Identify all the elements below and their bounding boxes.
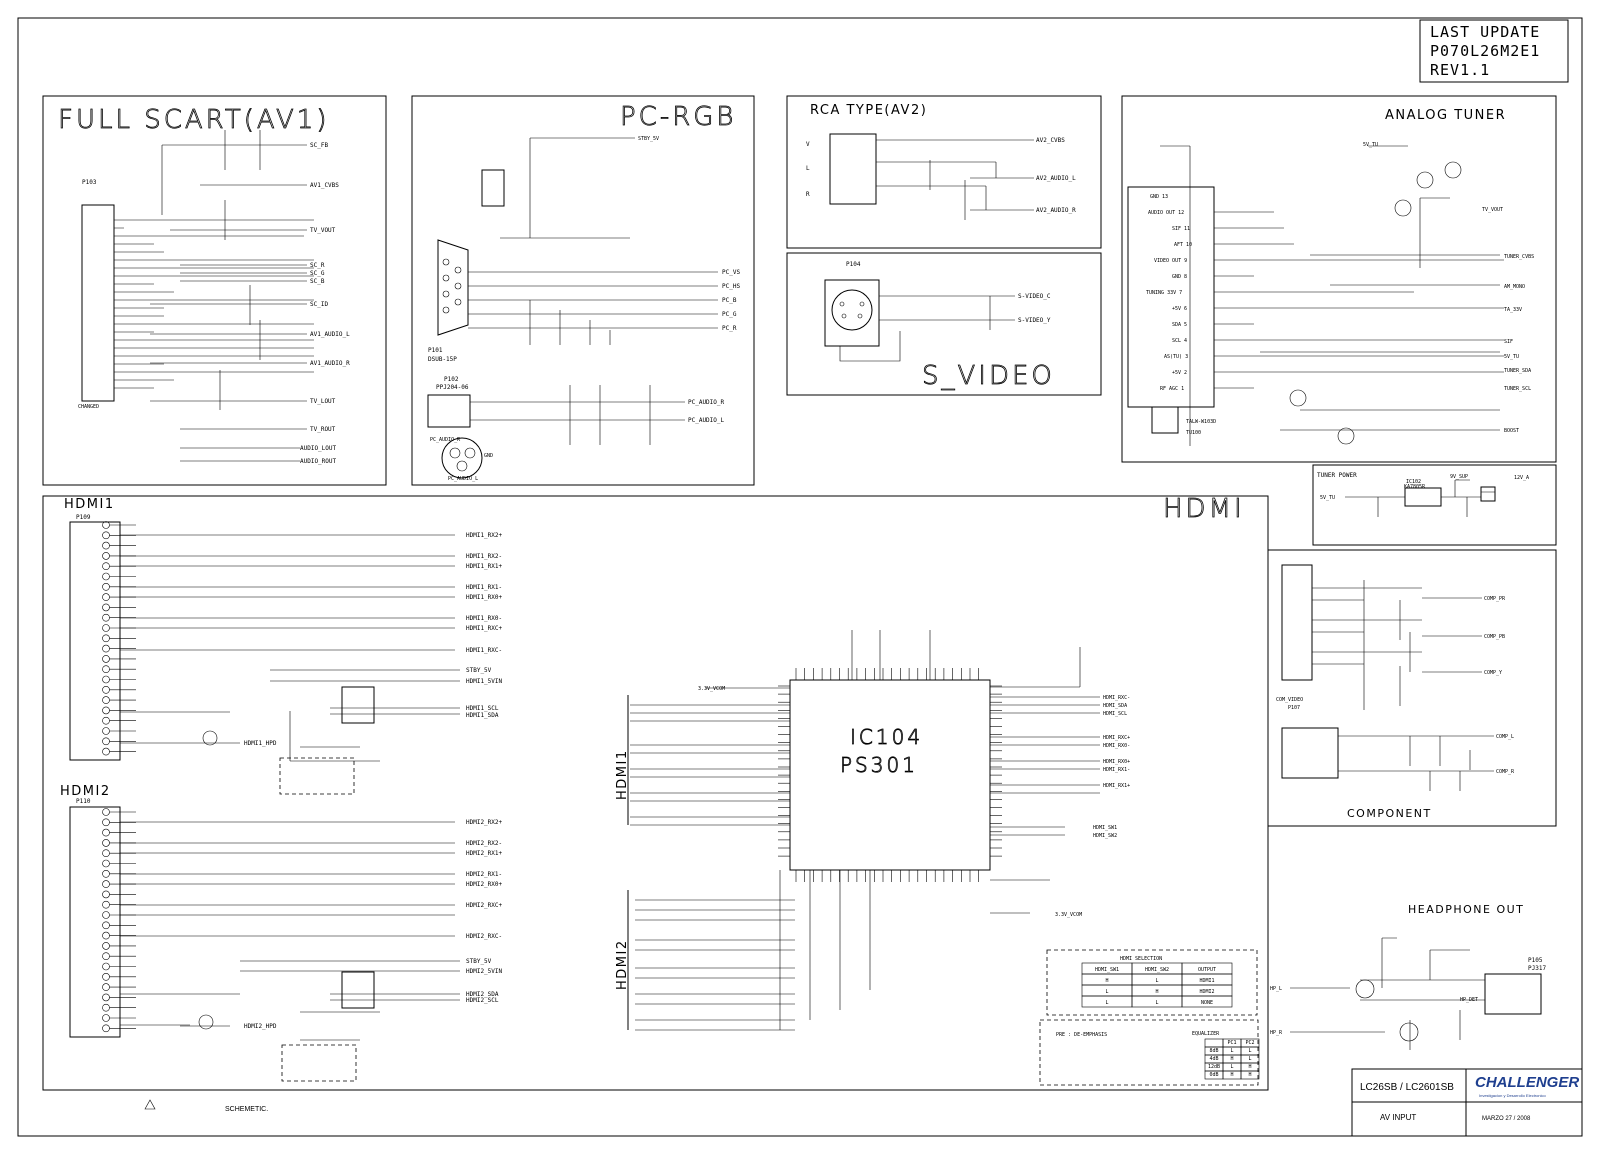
hdmi1-pin xyxy=(103,676,110,683)
tuner-pin-4: VIDEO OUT 9 xyxy=(1154,258,1188,264)
hdmi2-connector xyxy=(70,807,120,1037)
dsub-name: DSUB-15P xyxy=(428,356,457,363)
hdmi2-signal-2: HDMI2_RX1+ xyxy=(466,850,503,857)
tuner-power-title: TUNER POWER xyxy=(1317,472,1357,479)
hdmi-out-0: HDMI_RXC- xyxy=(1103,695,1131,701)
revision-box xyxy=(1420,20,1568,82)
hdmi2-pin xyxy=(103,942,110,949)
eq-cell-text: 4dB xyxy=(1209,1056,1219,1062)
hdmi-sel-cell-text: L xyxy=(1105,989,1109,995)
hdmi2-pin xyxy=(103,922,110,929)
tuner-signal-5v-tu: 5V_TU xyxy=(1504,354,1520,360)
scart-signal-10: TV_ROUT xyxy=(310,426,336,433)
component-jack-name: COM_VIDEO xyxy=(1276,697,1304,703)
eq-cell-text: L xyxy=(1248,1056,1252,1062)
headphone-signal-r: HP_R xyxy=(1270,1030,1283,1036)
hdmi-sel-cell-text: H xyxy=(1155,989,1159,995)
hdmi1-pin xyxy=(103,738,110,745)
scart-connector-ref: P103 xyxy=(82,179,97,186)
eq-cell-text: L xyxy=(1230,1048,1234,1054)
hdmi-sel-cell-text: L xyxy=(1155,1000,1159,1006)
hdmi1-pin xyxy=(103,686,110,693)
headphone-jack xyxy=(1485,974,1541,1014)
hdmi2-signal-3: HDMI2_RX1- xyxy=(466,871,503,878)
tuner-ref: TU100 xyxy=(1186,430,1202,436)
component-jack-ref: P107 xyxy=(1288,705,1301,711)
hdmi1-pin xyxy=(103,532,110,539)
hdmi-sel-cell-text: HDMI2 xyxy=(1199,989,1215,995)
hdmi1-signal-12: HDMI1_HPD xyxy=(244,740,277,747)
hdmi2-signal-6: HDMI2_RXC- xyxy=(466,933,503,940)
hdmi2-signal-11: HDMI2_HPD xyxy=(244,1023,277,1030)
hdmi1-pin xyxy=(103,655,110,662)
brand-tagline: Investigacion y Desarrollo Electronico xyxy=(1479,1093,1546,1098)
pcrgb-stby-label: STBY_5V xyxy=(638,136,660,142)
rca-title: RCA TYPE(AV2) xyxy=(810,103,928,118)
tuner-signal-tv-vout: TV_VOUT xyxy=(1482,207,1504,213)
title-date: MARZO 27 / 2008 xyxy=(1482,1116,1531,1122)
tuner-pin-5: GND 8 xyxy=(1172,274,1188,280)
hdmi-out-4: HDMI_RX1- xyxy=(1103,767,1131,773)
hdmi2-pin xyxy=(103,870,110,877)
title-sheet: AV INPUT xyxy=(1380,1113,1417,1122)
comp-signal-pb: COMP_PB xyxy=(1484,634,1506,640)
tuner-pin-10: AS(TU) 3 xyxy=(1164,354,1189,360)
hdmi1-signal-11: HDMI1_SDA xyxy=(466,712,499,719)
hdmi1-pin xyxy=(103,697,110,704)
hdmi1-pin xyxy=(103,542,110,549)
tuner-signal-scl: TUNER_SCL xyxy=(1504,386,1532,392)
hdmi2-signal-0: HDMI2_RX2+ xyxy=(466,819,503,826)
tuner-power-in: 9V_SUP xyxy=(1450,474,1469,480)
hdmi2-pin xyxy=(103,953,110,960)
hdmi2-signal-9: HDMI2_SDA xyxy=(466,991,499,998)
ic104-block xyxy=(615,630,1130,1030)
scart-signal-6: SC_ID xyxy=(310,301,329,308)
svideo-title: S_VIDEO xyxy=(922,361,1055,391)
scart-signal-12: AUDIO_ROUT xyxy=(300,458,337,465)
hdmi1-signal-2: HDMI1_RX1+ xyxy=(466,563,503,570)
hdmi2-connector-ref: P110 xyxy=(76,798,91,805)
hdmi2-pin xyxy=(103,891,110,898)
pc-signal-g: PC_G xyxy=(722,311,737,318)
component-video-jack xyxy=(1282,565,1312,680)
hdmi-sel-cell-text: HDMI1 xyxy=(1199,978,1215,984)
hdmi1-signal-1: HDMI1_RX2- xyxy=(466,553,503,560)
hdmi1-pin xyxy=(103,583,110,590)
pc-signal-hs: PC_HS xyxy=(722,283,741,290)
hdmi1-pin xyxy=(103,563,110,570)
revision-line-3: REV1.1 xyxy=(1430,61,1491,79)
eq-cell-text: H xyxy=(1230,1072,1234,1078)
dsub-connector xyxy=(438,240,468,335)
scart-signal-5: SC_B xyxy=(310,278,325,285)
hdmi-sel-cell-text: HDMI_SW1 xyxy=(1094,967,1120,973)
tuner-module-name: TALW-W103D xyxy=(1186,419,1217,425)
scart-signal-9: TV_LOUT xyxy=(310,398,336,405)
hdmi1-pin xyxy=(103,707,110,714)
scart-signal-2: TV_VOUT xyxy=(310,227,336,234)
hdmi1-signal-3: HDMI1_RX1- xyxy=(466,584,503,591)
hdmi1-pin xyxy=(103,552,110,559)
hdmi1-title: HDMI1 xyxy=(64,497,115,512)
comp-signal-y: COMP_Y xyxy=(1484,670,1503,676)
scart-signal-1: AV1_CVBS xyxy=(310,182,339,189)
comp-signal-l: COMP_L xyxy=(1496,734,1515,740)
hdmi2-pin xyxy=(103,963,110,970)
hdmi2-pin xyxy=(103,819,110,826)
equalizer-table xyxy=(1040,1020,1259,1085)
hdmi2-pin xyxy=(103,912,110,919)
tuner-pin-0: GND 13 xyxy=(1150,194,1169,200)
hdmi2-pin xyxy=(103,1025,110,1032)
hdmi2-signal-7: STBY_5V xyxy=(466,958,492,965)
pc-audio-name: PPJ204-06 xyxy=(436,384,469,391)
tuner-signal-am-mono: AM_MONO xyxy=(1504,284,1526,290)
eq-cell-text: 0dB xyxy=(1209,1072,1219,1078)
hdmi2-pin xyxy=(103,994,110,1001)
tuner-signal-ta33v: TA_33V xyxy=(1504,307,1523,313)
pc-signal-audio-l: PC_AUDIO_L xyxy=(688,417,725,424)
svideo-section xyxy=(787,253,1101,395)
comp-signal-pr: COMP_PR xyxy=(1484,596,1506,602)
headphone-title: HEADPHONE OUT xyxy=(1408,903,1525,916)
hdmi1-pin xyxy=(103,645,110,652)
rca-section xyxy=(787,96,1101,248)
pc-signal-audio-r: PC_AUDIO_R xyxy=(688,399,725,406)
hdmi-title: HDMI xyxy=(1163,494,1245,524)
revision-line-1: LAST UPDATE xyxy=(1430,23,1541,41)
pc-jack-label-r: PC_AUDIO_R xyxy=(430,437,461,443)
scart-signal-0: SC_FB xyxy=(310,142,329,149)
hdmi-selection-table xyxy=(1047,950,1257,1015)
pcrgb-title: PC-RGB xyxy=(620,102,737,132)
hdmi1-signal-5: HDMI1_RX0- xyxy=(466,615,503,622)
hdmi-out-sda: HDMI_SDA xyxy=(1103,703,1128,709)
pc-audio-jack-face xyxy=(442,438,482,478)
hdmi1-connector xyxy=(70,522,120,760)
pc-signal-vs: PC_VS xyxy=(722,269,741,276)
rca-signal-cvbs: AV2_CVBS xyxy=(1036,137,1065,144)
hdmi2-pin xyxy=(103,829,110,836)
revision-line-2: P070L26M2E1 xyxy=(1430,42,1541,60)
hdmi1-signal-6: HDMI1_RXC+ xyxy=(466,625,503,632)
hdmi-out-7: HDMI_SW2 xyxy=(1093,833,1118,839)
hdmi2-signal-4: HDMI2_RX0+ xyxy=(466,881,503,888)
pc-audio-ref: P102 xyxy=(444,376,459,383)
tuner-power-left: 5V_TU xyxy=(1320,495,1336,501)
title-model: LC26SB / LC2601SB xyxy=(1360,1082,1454,1093)
headphone-ref: P105 xyxy=(1528,957,1543,964)
tuner-signal-boost: BOOST xyxy=(1504,428,1520,434)
equalizer-note: PRE : DE-EMPHASIS xyxy=(1056,1032,1108,1038)
hdmi2-pin xyxy=(103,1004,110,1011)
scart-signal-3: SC_R xyxy=(310,262,325,269)
pc-signal-r: PC_R xyxy=(722,325,737,332)
hdmi2-pin xyxy=(103,1015,110,1022)
hdmi1-connector-ref: P109 xyxy=(76,514,91,521)
hdmi-sel-cell-text: HDMI_SW2 xyxy=(1144,967,1170,973)
hdmi-sel-cell-text: H xyxy=(1105,978,1109,984)
hdmi2-signal-5: HDMI2_RXC+ xyxy=(466,902,503,909)
headphone-section xyxy=(1270,903,1546,1050)
component-title: COMPONENT xyxy=(1347,807,1432,820)
pcrgb-section xyxy=(412,96,754,485)
hdmi1-signal-10: HDMI1_SCL xyxy=(466,705,499,712)
tuner-pin-9: SCL 4 xyxy=(1172,338,1188,344)
pc-audio-jack xyxy=(428,395,470,427)
hdmi-out-6: HDMI_SW1 xyxy=(1093,825,1118,831)
hdmi-sel-cell-text: L xyxy=(1105,1000,1109,1006)
hdmi-out-2: HDMI_RX0- xyxy=(1103,743,1131,749)
tuner-signal-5v: 5V_TU xyxy=(1363,142,1379,148)
hdmi2-eeprom-ic xyxy=(342,972,374,1008)
headphone-part: PJ317 xyxy=(1528,965,1547,972)
comp-signal-r: COMP_R xyxy=(1496,769,1515,775)
brand-logo: CHALLENGER xyxy=(1475,1074,1580,1091)
svideo-signal-c: S-VIDEO_C xyxy=(1018,293,1051,300)
pcrgb-eeprom-ic xyxy=(482,170,504,206)
hdmi1-pin xyxy=(103,635,110,642)
eq-cell-text: L xyxy=(1248,1048,1252,1054)
hdmi1-pin xyxy=(103,614,110,621)
eq-cell-text: H xyxy=(1248,1064,1252,1070)
rca-jack-block xyxy=(830,134,876,204)
scart-title: FULL SCART(AV1) xyxy=(58,105,330,135)
title-block xyxy=(145,1069,1582,1136)
hdmi2-title: HDMI2 xyxy=(60,784,111,799)
hdmi2-pin xyxy=(103,850,110,857)
hdmi1-signal-8: STBY_5V xyxy=(466,667,492,674)
tuner-section xyxy=(1122,96,1556,462)
hdmi2-pin xyxy=(103,973,110,980)
eq-cell xyxy=(1205,1039,1223,1047)
schematic-note: SCHEMETIC. xyxy=(225,1106,269,1113)
hdmi1-pin xyxy=(103,604,110,611)
tuner-pin-12: RF AGC 1 xyxy=(1160,386,1185,392)
tuner-pin-11: +5V 2 xyxy=(1172,370,1188,376)
tuner-pin-1: AUDIO OUT 12 xyxy=(1148,210,1185,216)
hdmi2-pin xyxy=(103,881,110,888)
hdmi-sel-cell-text: OUTPUT xyxy=(1197,967,1217,973)
hdmi-section xyxy=(43,494,1268,1090)
eq-cell-text: PC1 xyxy=(1227,1040,1237,1046)
hdmi1-pin xyxy=(103,728,110,735)
ic104-ref: IC104 xyxy=(850,725,924,749)
pc-jack-label-gnd: GND xyxy=(484,453,494,459)
hdmi1-pin xyxy=(103,594,110,601)
scart-signal-7: AV1_AUDIO_L xyxy=(310,331,350,338)
equalizer-title: EQUALIZER xyxy=(1192,1031,1220,1037)
hdmi1-pin xyxy=(103,625,110,632)
tuner-power-ic: IC102 xyxy=(1406,479,1422,485)
ic104-supply: 3.3V_VCOM xyxy=(698,686,726,692)
hdmi-sel-cell-text: NONE xyxy=(1200,1000,1214,1006)
tuner-power-part: KA7805R xyxy=(1404,484,1426,490)
scart-signal-8: AV1_AUDIO_R xyxy=(310,360,350,367)
hdmi1-signal-4: HDMI1_RX0+ xyxy=(466,594,503,601)
tuner-signal-cvbs: TUNER_CVBS xyxy=(1504,254,1535,260)
tuner-signal-sif: SIF xyxy=(1504,339,1514,345)
ic104-hdmi2-group: HDMI2 xyxy=(615,939,630,990)
hdmi-sel-cell-text: L xyxy=(1155,978,1159,984)
ic104-supply-bottom: 3.3V_VCOM xyxy=(1055,912,1083,918)
tuner-module xyxy=(1128,187,1214,407)
hdmi1-signal-9: HDMI1_5VIN xyxy=(466,678,503,685)
rca-signal-audio-l: AV2_AUDIO_L xyxy=(1036,175,1076,182)
component-section xyxy=(1268,550,1556,826)
hdmi-out-5: HDMI_RX1+ xyxy=(1103,783,1131,789)
svideo-signal-y: S-VIDEO_Y xyxy=(1018,317,1051,324)
eq-cell-text: H xyxy=(1230,1056,1234,1062)
pc-jack-label-l: PC_AUDIO_L xyxy=(448,476,479,482)
hdmi-out-1: HDMI_RXC+ xyxy=(1103,735,1131,741)
warning-icon xyxy=(145,1100,155,1109)
tuner-pin-2: SIF 11 xyxy=(1172,226,1191,232)
tuner-pin-8: SDA 5 xyxy=(1172,322,1188,328)
scart-signal-4: SC_G xyxy=(310,270,325,277)
rca-letter-v: V xyxy=(806,141,810,148)
headphone-signal-l: HP_L xyxy=(1270,986,1283,992)
hdmi1-pin xyxy=(103,522,110,529)
hdmi-out-scl: HDMI_SCL xyxy=(1103,711,1128,717)
hdmi2-signal-8: HDMI2_5VIN xyxy=(466,968,503,975)
hdmi2-pin xyxy=(103,984,110,991)
headphone-signal-det: HP_DET xyxy=(1460,997,1479,1003)
rca-signal-audio-r: AV2_AUDIO_R xyxy=(1036,207,1076,214)
pc-signal-b: PC_B xyxy=(722,297,737,304)
scart-section xyxy=(43,96,386,485)
hdmi-out-3: HDMI_RX0+ xyxy=(1103,759,1131,765)
hdmi1-signal-7: HDMI1_RXC- xyxy=(466,647,503,654)
hdmi2-signal-10: HDMI2_SCL xyxy=(466,997,499,1004)
dsub-ref: P101 xyxy=(428,347,443,354)
hdmi1-pin xyxy=(103,666,110,673)
eq-cell-text: 12dB xyxy=(1207,1064,1221,1070)
tuner-pin-7: +5V 6 xyxy=(1172,306,1188,312)
hdmi2-pin xyxy=(103,839,110,846)
hdmi2-pin xyxy=(103,809,110,816)
hdmi2-pin xyxy=(103,932,110,939)
eq-cell-text: L xyxy=(1230,1064,1234,1070)
ic104-hdmi1-group: HDMI1 xyxy=(615,749,630,800)
hdmi2-pin xyxy=(103,860,110,867)
tuner-pin-6: TUNING 33V 7 xyxy=(1146,290,1183,296)
tuner-power-section xyxy=(1313,465,1556,545)
rca-letter-l: L xyxy=(806,165,810,172)
drawing-border xyxy=(18,18,1582,1136)
rca-letter-r: R xyxy=(806,191,810,198)
hdmi-selection-title: HDMI SELECTION xyxy=(1120,956,1163,962)
tuner-power-out: 12V_A xyxy=(1514,475,1530,481)
hdmi1-signal-0: HDMI1_RX2+ xyxy=(466,532,503,539)
hdmi1-pin xyxy=(103,748,110,755)
eq-cell-text: PC2 xyxy=(1245,1040,1255,1046)
tuner-title: ANALOG TUNER xyxy=(1385,108,1507,123)
component-audio-jack xyxy=(1282,728,1338,778)
svideo-ref: P104 xyxy=(846,261,861,268)
eq-cell-text: H xyxy=(1248,1072,1252,1078)
tuner-signal-sda: TUNER_SDA xyxy=(1504,368,1532,374)
hdmi2-signal-1: HDMI2_RX2- xyxy=(466,840,503,847)
hdmi1-eeprom-ic xyxy=(342,687,374,723)
eq-cell-text: 8dB xyxy=(1209,1048,1219,1054)
hdmi2-pin xyxy=(103,901,110,908)
hdmi1-pin xyxy=(103,717,110,724)
hdmi1-pin xyxy=(103,573,110,580)
tuner-pin-3: AFT 10 xyxy=(1174,242,1193,248)
scart-connector xyxy=(82,205,114,401)
ic104-part: PS301 xyxy=(840,753,918,777)
scart-changed-note: CHANGED xyxy=(78,404,100,410)
scart-signal-11: AUDIO_LOUT xyxy=(300,445,337,452)
